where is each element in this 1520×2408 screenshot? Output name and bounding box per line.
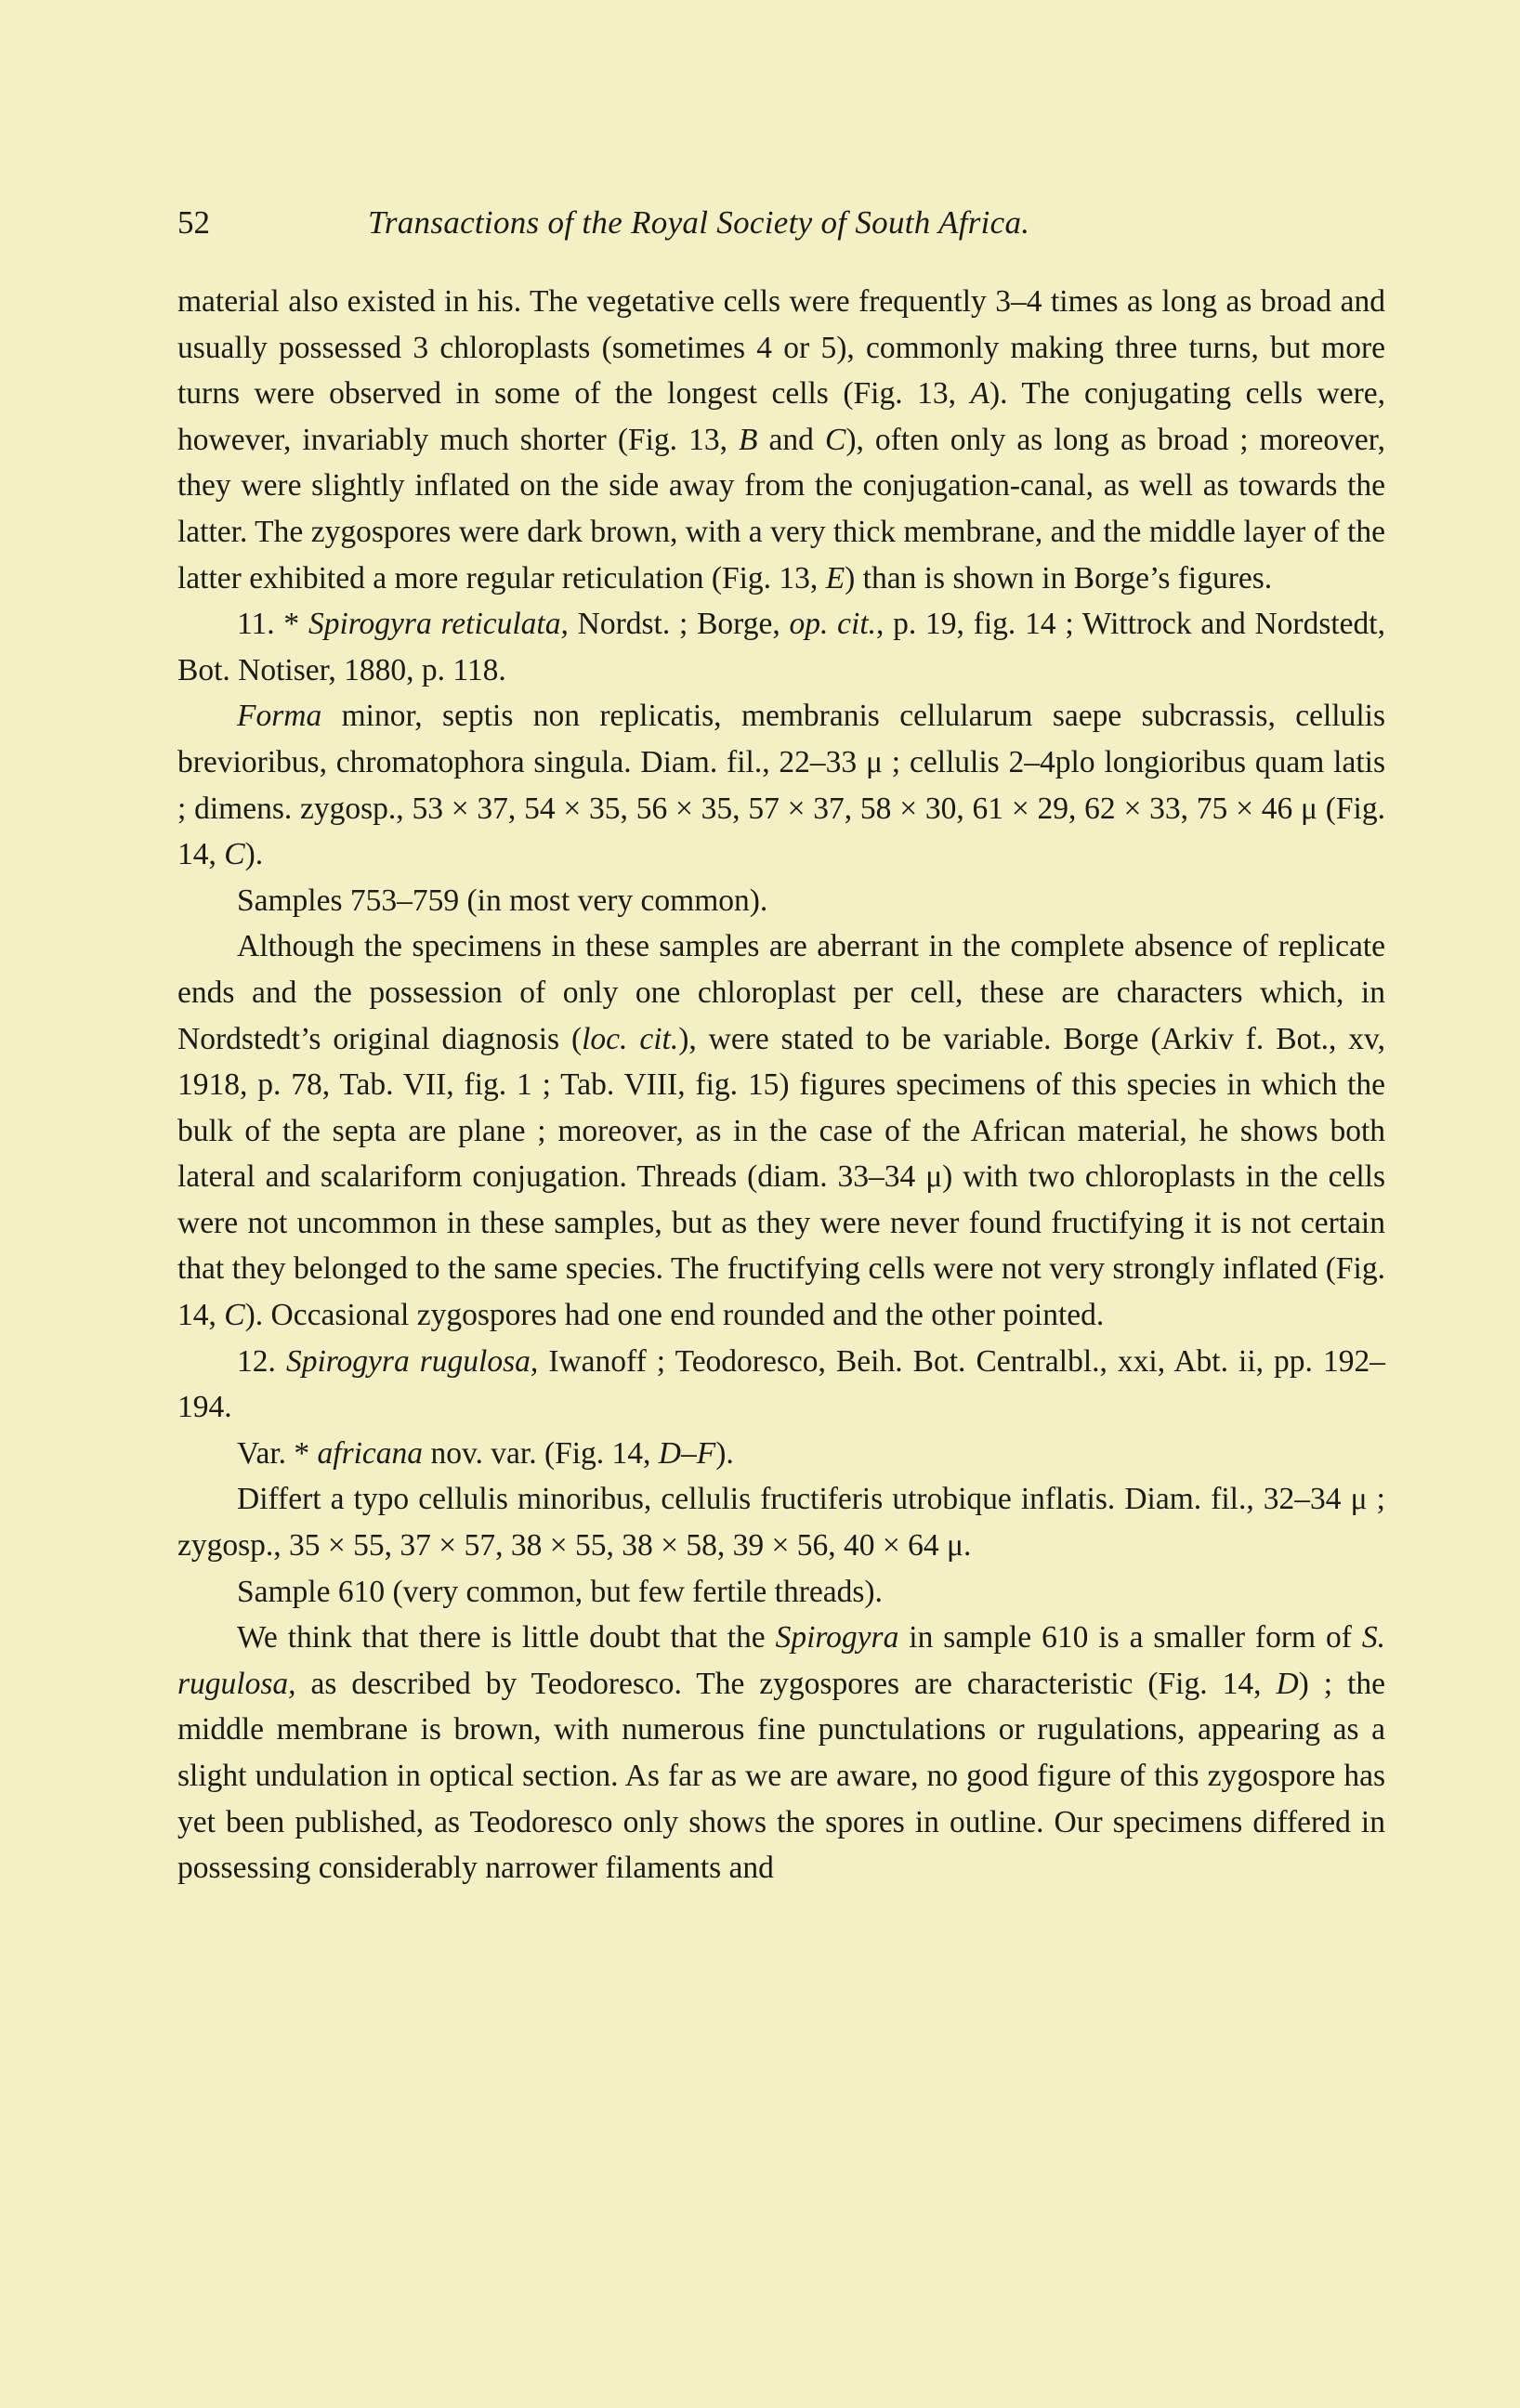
paragraph-variety-heading bbox=[177, 1431, 1385, 1477]
paragraph-continuation bbox=[177, 279, 1385, 601]
paragraph-latin-diagnosis bbox=[177, 693, 1385, 877]
italic-text-run: loc. cit. bbox=[582, 1021, 679, 1056]
italic-text-run: C bbox=[224, 837, 245, 872]
italic-text-run: africana bbox=[317, 1435, 424, 1471]
italic-text-run: Forma bbox=[237, 699, 322, 734]
text-run: Differt a typo cellulis minoribus, cellulis fructiferis utrobique inflatis. Diam. fil., 32–34 μ ; zygosp., 35 × 55, 37 × 57, 38 × 55, 38 × 58, 39 × 56, 40 × 64 μ. bbox=[177, 1482, 1385, 1564]
italic-text-run: E bbox=[825, 560, 845, 595]
text-run: ). bbox=[244, 837, 264, 872]
text-run: ) than is shown in Borge’s figures. bbox=[845, 560, 1273, 595]
italic-text-run: Spirogyra rugulosa, bbox=[285, 1343, 539, 1379]
paragraph-samples bbox=[177, 878, 1385, 924]
text-run: ), were stated to be variable. Borge (Arkiv f. Bot., xv, 1918, p. 78, Tab. VII, fig. 1 ; Tab. VIII, fig. 15) figures specimens of this species in which the bulk of the septa are plane ; moreover, as in the case of the African material, he shows both lateral and scalariform conjugation. Threads (diam. 33–34 μ) with two chloroplasts in the cells were not uncommon in these samples, but as they were never found fructifying it is not certain that they belonged to the same species. The fructifying cells were not very strongly inflated (Fig. 14, bbox=[177, 1021, 1385, 1333]
text-run: ) ; the middle membrane is brown, with numerous fine punctulations or rugulations, appearing as a slight undulation in optical section. As far as we are aware, no good figure of this zygospore has yet been published, as Teodoresco only shows the spores in outline. Our specimens differed in possessing considerably narrower filaments and bbox=[177, 1666, 1386, 1886]
text-run: as described by Teodoresco. The zygospores are characteristic (Fig. 14, bbox=[295, 1666, 1277, 1701]
paragraph-samples-2 bbox=[177, 1569, 1385, 1616]
text-run: , p. 19, fig. 14 ; Wittrock and Nordstedt, Bot. Notiser, 1880, p. 118. bbox=[177, 607, 1385, 687]
text-run: We think that there is little doubt that the bbox=[237, 1620, 776, 1656]
italic-text-run: op. cit. bbox=[789, 607, 876, 642]
italic-text-run: D bbox=[1276, 1666, 1299, 1701]
text-run: ). bbox=[715, 1435, 734, 1471]
italic-text-run: D–F bbox=[658, 1435, 716, 1471]
text-run: and bbox=[757, 422, 825, 457]
italic-text-run: Spirogyra reticulata, bbox=[308, 607, 569, 642]
paragraph-discussion bbox=[177, 923, 1385, 1338]
text-run: ), often only as long as broad ; moreover, they were slightly inflated on the side away from the conjugation-canal, as well as towards the latter. The zygospores were dark brown, with a very thick membrane, and the middle layer of the latter exhibited a more regular reticulation (Fig. 13, bbox=[177, 422, 1385, 595]
text-run: ). The conjugating cells were, however, invariably much shorter (Fig. 13, bbox=[177, 376, 1385, 457]
text-run: nov. var. (Fig. 14, bbox=[423, 1435, 659, 1471]
running-title: Transactions of the Royal Society of South Africa. bbox=[368, 204, 1030, 241]
page-number: 52 bbox=[177, 204, 210, 241]
paragraph-species-11-heading bbox=[177, 601, 1385, 693]
text-run: Iwanoff ; Teodoresco, Beih. Bot. Centralbl., xxi, Abt. ii, pp. 192–194. bbox=[177, 1343, 1385, 1425]
text-run: 12. bbox=[237, 1343, 286, 1379]
body-text bbox=[177, 279, 1385, 1891]
text-run: material also existed in his. The vegetative cells were frequently 3–4 times as long as broad and usually possessed 3 chloroplasts (sometimes 4 or 5), commonly making three turns, but more turns were observed in some of the longest cells (Fig. 13, bbox=[177, 284, 1385, 412]
text-run: minor, septis non replicatis, membranis cellularum saepe subcrassis, cellulis brevioribus, chromatophora singula. Diam. fil., 22–33 μ ; cellulis 2–4plo longioribus quam latis ; dimens. zygosp., 53 × 37, 54 × 35, 56 × 35, 57 × 37, 58 × 30, 61 × 29, 62 × 33, 75 × 46 μ (Fig. 14, bbox=[177, 699, 1385, 872]
text-run: 11. * bbox=[237, 607, 308, 642]
italic-text-run: S. rugulosa, bbox=[177, 1620, 1385, 1701]
text-run: Nordst. ; Borge, bbox=[568, 607, 790, 642]
text-run: in sample 610 is a smaller form of bbox=[898, 1620, 1362, 1656]
italic-text-run: C bbox=[824, 422, 846, 457]
paragraph-latin-diagnosis-2 bbox=[177, 1476, 1385, 1568]
italic-text-run: Spirogyra bbox=[775, 1620, 899, 1656]
page-header bbox=[177, 200, 1385, 246]
text-run: Sample 610 (very common, but few fertile threads). bbox=[237, 1574, 883, 1609]
text-run: ). Occasional zygospores had one end rounded and the other pointed. bbox=[244, 1298, 1105, 1333]
paragraph-species-12-heading bbox=[177, 1339, 1385, 1431]
italic-text-run: C bbox=[224, 1298, 245, 1333]
italic-text-run: B bbox=[739, 422, 758, 457]
italic-text-run: A bbox=[970, 376, 989, 412]
paragraph-discussion-2 bbox=[177, 1615, 1385, 1891]
text-run: Although the specimens in these samples are aberrant in the complete absence of replicate ends and the possession of only one chloroplast per cell, these are characters which, in Nordstedt’s original diagnosis ( bbox=[177, 929, 1385, 1056]
text-run: Var. * bbox=[237, 1435, 318, 1471]
text-run: Samples 753–759 (in most very common). bbox=[237, 883, 768, 918]
